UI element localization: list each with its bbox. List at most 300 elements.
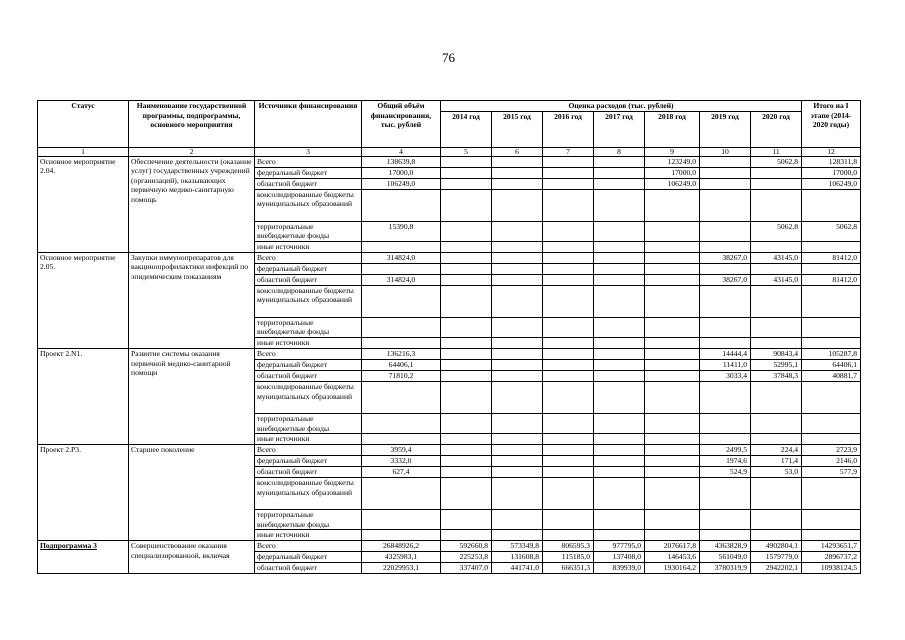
column-number: 1	[38, 147, 129, 156]
year-value-cell	[441, 381, 492, 413]
total-volume-cell	[362, 189, 441, 221]
table-row	[38, 252, 861, 263]
year-value-cell: 11411,0	[700, 359, 751, 370]
year-value-cell	[645, 456, 700, 467]
year-value-cell	[751, 381, 802, 413]
year-value-cell	[492, 478, 543, 510]
header-year: 2019 год	[700, 111, 751, 147]
year-value-cell	[543, 285, 594, 317]
year-value-cell	[543, 241, 594, 252]
stage-total-cell: 14293651,7	[802, 541, 861, 552]
year-value-cell: 3780319,9	[700, 563, 751, 574]
header-total-volume: Общий объём финансирования, тыс. рублей	[362, 101, 441, 148]
year-value-cell	[751, 263, 802, 274]
status-text: Подпрограмма 3	[40, 541, 97, 551]
status-text: Основное мероприятие 2.04.	[40, 156, 116, 176]
funding-source: областной бюджет	[255, 370, 362, 381]
total-volume-cell	[362, 317, 441, 337]
header-year: 2015 год	[492, 111, 543, 147]
year-value-cell	[543, 221, 594, 241]
row-program-name: Совершенствование оказания специализированной, включая	[129, 541, 255, 574]
row-program-name: Закупки иммунопрепаратов для вакцинопрофилактики инфекций по эпидемическим показаниям	[129, 252, 255, 348]
year-value-cell: 4363828,9	[700, 541, 751, 552]
year-value-cell	[751, 434, 802, 445]
year-value-cell	[645, 252, 700, 263]
year-value-cell: 146453,6	[645, 552, 700, 563]
row-program-name: Обеспечение деятельности (оказание услуг) государственных учреждений (организаций), оказывающих первичную медико-санитарную помощь	[129, 156, 255, 252]
year-value-cell	[543, 263, 594, 274]
year-value-cell: 43145,0	[751, 252, 802, 263]
year-value-cell	[594, 156, 645, 167]
year-value-cell: 2076617,8	[645, 541, 700, 552]
year-value-cell	[441, 189, 492, 221]
stage-total-cell: 2146,0	[802, 456, 861, 467]
total-volume-cell: 71810,2	[362, 370, 441, 381]
year-value-cell	[543, 178, 594, 189]
year-value-cell	[441, 478, 492, 510]
year-value-cell	[751, 478, 802, 510]
year-value-cell	[543, 337, 594, 348]
year-value-cell	[492, 317, 543, 337]
year-value-cell	[594, 178, 645, 189]
year-value-cell: 2499,5	[700, 445, 751, 456]
year-value-cell	[492, 189, 543, 221]
stage-total-cell	[802, 317, 861, 337]
year-value-cell	[594, 317, 645, 337]
total-volume-cell: 64406,1	[362, 359, 441, 370]
funding-source: областной бюджет	[255, 178, 362, 189]
year-value-cell: 115185,0	[543, 552, 594, 563]
year-value-cell	[594, 445, 645, 456]
funding-source: Всего	[255, 445, 362, 456]
year-value-cell	[700, 434, 751, 445]
funding-source: федеральный бюджет	[255, 359, 362, 370]
year-value-cell	[441, 317, 492, 337]
year-value-cell	[645, 317, 700, 337]
funding-source: консолидированные бюджеты муниципальных образований	[255, 285, 362, 317]
year-value-cell	[645, 445, 700, 456]
column-number: 11	[751, 147, 802, 156]
year-value-cell	[594, 510, 645, 530]
year-value-cell	[492, 510, 543, 530]
year-value-cell	[645, 381, 700, 413]
funding-source: территориальные внебюджетные фонды	[255, 221, 362, 241]
funding-source: иные источники	[255, 337, 362, 348]
row-status	[38, 252, 129, 348]
year-value-cell	[543, 252, 594, 263]
year-value-cell	[700, 167, 751, 178]
year-value-cell: 977795,0	[594, 541, 645, 552]
year-value-cell	[441, 263, 492, 274]
total-volume-cell: 3959,4	[362, 445, 441, 456]
year-value-cell: 37848,3	[751, 370, 802, 381]
year-value-cell	[441, 467, 492, 478]
year-value-cell	[645, 337, 700, 348]
year-value-cell	[645, 241, 700, 252]
year-value-cell	[492, 348, 543, 359]
total-volume-cell	[362, 413, 441, 433]
year-value-cell	[700, 285, 751, 317]
header-sources: Источники финансирования	[255, 101, 362, 148]
header-stage-total: Итого на I этапе (2014-2020 годы)	[802, 101, 861, 148]
year-value-cell	[751, 189, 802, 221]
year-value-cell: 1930164,2	[645, 563, 700, 574]
row-program-name: Развитие системы оказания первичной медико-санитарной помощи	[129, 348, 255, 444]
year-value-cell	[594, 413, 645, 433]
total-volume-cell: 3332,0	[362, 456, 441, 467]
year-value-cell	[645, 530, 700, 541]
year-value-cell	[492, 413, 543, 433]
total-volume-cell: 138639,8	[362, 156, 441, 167]
year-value-cell	[543, 156, 594, 167]
year-value-cell	[441, 221, 492, 241]
table-row	[38, 156, 861, 167]
stage-total-cell: 577,9	[802, 467, 861, 478]
year-value-cell	[700, 263, 751, 274]
year-value-cell	[751, 337, 802, 348]
column-number: 10	[700, 147, 751, 156]
year-value-cell: 14444,4	[700, 348, 751, 359]
year-value-cell	[492, 456, 543, 467]
year-value-cell	[441, 252, 492, 263]
year-value-cell	[751, 241, 802, 252]
year-value-cell	[751, 413, 802, 433]
total-volume-cell: 26848926,2	[362, 541, 441, 552]
year-value-cell	[700, 478, 751, 510]
year-value-cell	[594, 221, 645, 241]
year-value-cell: 52995,1	[751, 359, 802, 370]
stage-total-cell	[802, 413, 861, 433]
year-value-cell: 38267,0	[700, 274, 751, 285]
total-volume-cell	[362, 434, 441, 445]
year-value-cell	[700, 413, 751, 433]
year-value-cell	[594, 348, 645, 359]
year-value-cell: 1974,6	[700, 456, 751, 467]
funding-source: консолидированные бюджеты муниципальных образований	[255, 381, 362, 413]
header-year: 2017 год	[594, 111, 645, 147]
year-value-cell	[492, 263, 543, 274]
year-value-cell: 666351,3	[543, 563, 594, 574]
year-value-cell	[441, 359, 492, 370]
year-value-cell: 561049,0	[700, 552, 751, 563]
status-text: Проект 2.P3.	[40, 445, 81, 455]
year-value-cell	[594, 434, 645, 445]
stage-total-cell	[802, 337, 861, 348]
year-value-cell	[543, 317, 594, 337]
year-value-cell: 441741,0	[492, 563, 543, 574]
stage-total-cell: 81412,0	[802, 252, 861, 263]
year-value-cell	[543, 167, 594, 178]
year-value-cell	[543, 478, 594, 510]
total-volume-cell: 136216,3	[362, 348, 441, 359]
year-value-cell	[751, 530, 802, 541]
year-value-cell: 2942202,1	[751, 563, 802, 574]
funding-source: федеральный бюджет	[255, 263, 362, 274]
funding-source: Всего	[255, 252, 362, 263]
total-volume-cell	[362, 530, 441, 541]
stage-total-cell	[802, 263, 861, 274]
year-value-cell: 806595,3	[543, 541, 594, 552]
table-row	[38, 445, 861, 456]
year-value-cell	[492, 370, 543, 381]
year-value-cell	[645, 370, 700, 381]
column-number: 3	[255, 147, 362, 156]
stage-total-cell: 64406,1	[802, 359, 861, 370]
funding-source: Всего	[255, 156, 362, 167]
header-year: 2016 год	[543, 111, 594, 147]
year-value-cell	[594, 359, 645, 370]
page-number: 76	[442, 50, 455, 65]
year-value-cell	[751, 167, 802, 178]
year-value-cell	[700, 381, 751, 413]
year-value-cell: 573349,8	[492, 541, 543, 552]
year-value-cell	[645, 221, 700, 241]
year-value-cell: 131608,8	[492, 552, 543, 563]
year-value-cell	[594, 263, 645, 274]
funding-source: областной бюджет	[255, 274, 362, 285]
total-volume-cell: 627,4	[362, 467, 441, 478]
total-volume-cell: 314824,0	[362, 274, 441, 285]
year-value-cell: 171,4	[751, 456, 802, 467]
year-value-cell	[543, 434, 594, 445]
year-value-cell	[700, 530, 751, 541]
header-year: 2018 год	[645, 111, 700, 147]
column-number: 12	[802, 147, 861, 156]
year-value-cell: 137408,0	[594, 552, 645, 563]
year-value-cell	[594, 189, 645, 221]
year-value-cell	[645, 359, 700, 370]
total-volume-cell	[362, 478, 441, 510]
stage-total-cell	[802, 434, 861, 445]
funding-source: консолидированные бюджеты муниципальных образований	[255, 478, 362, 510]
year-value-cell	[492, 381, 543, 413]
stage-total-cell: 81412,0	[802, 274, 861, 285]
year-value-cell: 337407,0	[441, 563, 492, 574]
year-value-cell	[543, 359, 594, 370]
year-value-cell	[492, 241, 543, 252]
year-value-cell	[543, 348, 594, 359]
year-value-cell	[751, 178, 802, 189]
stage-total-cell: 2896737,2	[802, 552, 861, 563]
stage-total-cell	[802, 381, 861, 413]
funding-source: иные источники	[255, 241, 362, 252]
year-value-cell	[594, 337, 645, 348]
total-volume-cell: 17000,0	[362, 167, 441, 178]
funding-source: Всего	[255, 541, 362, 552]
year-value-cell	[492, 156, 543, 167]
column-number: 9	[645, 147, 700, 156]
year-value-cell	[751, 285, 802, 317]
year-value-cell	[645, 189, 700, 221]
total-volume-cell	[362, 241, 441, 252]
column-number: 2	[129, 147, 255, 156]
stage-total-cell	[802, 285, 861, 317]
financing-table	[37, 100, 861, 574]
funding-source: областной бюджет	[255, 563, 362, 574]
year-value-cell	[543, 370, 594, 381]
year-value-cell: 17000,0	[645, 167, 700, 178]
year-value-cell	[543, 467, 594, 478]
year-value-cell	[441, 178, 492, 189]
year-value-cell	[492, 167, 543, 178]
column-number: 7	[543, 147, 594, 156]
year-value-cell	[441, 285, 492, 317]
year-value-cell	[543, 445, 594, 456]
funding-source: территориальные внебюджетные фонды	[255, 510, 362, 530]
year-value-cell	[492, 359, 543, 370]
year-value-cell	[543, 510, 594, 530]
year-value-cell	[543, 189, 594, 221]
funding-source: федеральный бюджет	[255, 456, 362, 467]
year-value-cell	[751, 317, 802, 337]
year-value-cell	[594, 252, 645, 263]
total-volume-cell	[362, 285, 441, 317]
year-value-cell: 90843,4	[751, 348, 802, 359]
year-value-cell	[492, 467, 543, 478]
stage-total-cell: 106249,0	[802, 178, 861, 189]
stage-total-cell: 40881,7	[802, 370, 861, 381]
funding-source: консолидированные бюджеты муниципальных образований	[255, 189, 362, 221]
total-volume-cell: 22029953,1	[362, 563, 441, 574]
year-value-cell	[700, 241, 751, 252]
row-status	[38, 541, 129, 574]
year-value-cell	[492, 530, 543, 541]
year-value-cell	[700, 156, 751, 167]
year-value-cell	[594, 467, 645, 478]
column-number: 5	[441, 147, 492, 156]
funding-source: территориальные внебюджетные фонды	[255, 317, 362, 337]
funding-source: иные источники	[255, 434, 362, 445]
year-value-cell	[441, 274, 492, 285]
row-program-name: Старшее поколение	[129, 445, 255, 541]
stage-total-cell: 17000,0	[802, 167, 861, 178]
row-status	[38, 156, 129, 252]
table-body	[38, 156, 861, 574]
year-value-cell: 123249,0	[645, 156, 700, 167]
year-value-cell	[492, 274, 543, 285]
total-volume-cell: 15390,8	[362, 221, 441, 241]
year-value-cell	[441, 167, 492, 178]
column-number: 4	[362, 147, 441, 156]
year-value-cell	[645, 434, 700, 445]
year-value-cell	[594, 456, 645, 467]
year-value-cell: 224,4	[751, 445, 802, 456]
year-value-cell: 38267,0	[700, 252, 751, 263]
year-value-cell	[492, 178, 543, 189]
year-value-cell	[441, 337, 492, 348]
funding-source: иные источники	[255, 530, 362, 541]
year-value-cell	[700, 189, 751, 221]
year-value-cell: 524,9	[700, 467, 751, 478]
funding-source: федеральный бюджет	[255, 167, 362, 178]
year-value-cell	[492, 252, 543, 263]
year-value-cell	[441, 370, 492, 381]
header-year: 2020 год	[751, 111, 802, 147]
year-value-cell	[645, 478, 700, 510]
year-value-cell: 5062,8	[751, 156, 802, 167]
year-value-cell	[700, 510, 751, 530]
total-volume-cell	[362, 381, 441, 413]
year-value-cell	[594, 478, 645, 510]
year-value-cell: 839939,0	[594, 563, 645, 574]
year-value-cell	[594, 530, 645, 541]
year-value-cell	[543, 456, 594, 467]
total-volume-cell: 314824,0	[362, 252, 441, 263]
year-value-cell: 225253,8	[441, 552, 492, 563]
stage-total-cell: 2723,9	[802, 445, 861, 456]
header-year: 2014 год	[441, 111, 492, 147]
year-value-cell	[441, 530, 492, 541]
stage-total-cell: 128311,8	[802, 156, 861, 167]
year-value-cell: 5062,8	[751, 221, 802, 241]
year-value-cell	[751, 510, 802, 530]
year-value-cell	[492, 434, 543, 445]
year-value-cell	[700, 317, 751, 337]
stage-total-cell	[802, 241, 861, 252]
stage-total-cell	[802, 189, 861, 221]
year-value-cell	[645, 467, 700, 478]
header-estimate: Оценка расходов (тыс. рублей)	[441, 101, 802, 112]
funding-source: областной бюджет	[255, 467, 362, 478]
column-number: 8	[594, 147, 645, 156]
table-row	[38, 348, 861, 359]
year-value-cell	[492, 221, 543, 241]
year-value-cell: 1579779,0	[751, 552, 802, 563]
header-status: Статус	[38, 101, 129, 148]
year-value-cell	[441, 413, 492, 433]
year-value-cell	[441, 156, 492, 167]
year-value-cell: 43145,0	[751, 274, 802, 285]
row-status	[38, 445, 129, 541]
stage-total-cell: 10938124,5	[802, 563, 861, 574]
year-value-cell	[645, 274, 700, 285]
total-volume-cell	[362, 263, 441, 274]
year-value-cell	[594, 241, 645, 252]
year-value-cell	[441, 241, 492, 252]
total-volume-cell: 4325983,1	[362, 552, 441, 563]
funding-source: федеральный бюджет	[255, 552, 362, 563]
year-value-cell	[645, 413, 700, 433]
year-value-cell	[645, 263, 700, 274]
year-value-cell	[543, 530, 594, 541]
year-value-cell	[700, 221, 751, 241]
year-value-cell	[441, 348, 492, 359]
year-value-cell	[594, 274, 645, 285]
year-value-cell	[594, 285, 645, 317]
year-value-cell	[700, 337, 751, 348]
year-value-cell: 4902804,1	[751, 541, 802, 552]
year-value-cell	[645, 348, 700, 359]
total-volume-cell: 106249,0	[362, 178, 441, 189]
total-volume-cell	[362, 337, 441, 348]
table-row	[38, 541, 861, 552]
row-status	[38, 348, 129, 444]
stage-total-cell: 5062,8	[802, 221, 861, 241]
year-value-cell	[543, 381, 594, 413]
year-value-cell	[441, 510, 492, 530]
status-text: Проект 2.N1.	[40, 348, 83, 358]
year-value-cell	[645, 510, 700, 530]
funding-source: территориальные внебюджетные фонды	[255, 413, 362, 433]
year-value-cell	[594, 381, 645, 413]
year-value-cell	[441, 434, 492, 445]
year-value-cell	[543, 274, 594, 285]
year-value-cell	[492, 445, 543, 456]
stage-total-cell	[802, 530, 861, 541]
year-value-cell	[543, 413, 594, 433]
stage-total-cell	[802, 478, 861, 510]
year-value-cell	[492, 285, 543, 317]
